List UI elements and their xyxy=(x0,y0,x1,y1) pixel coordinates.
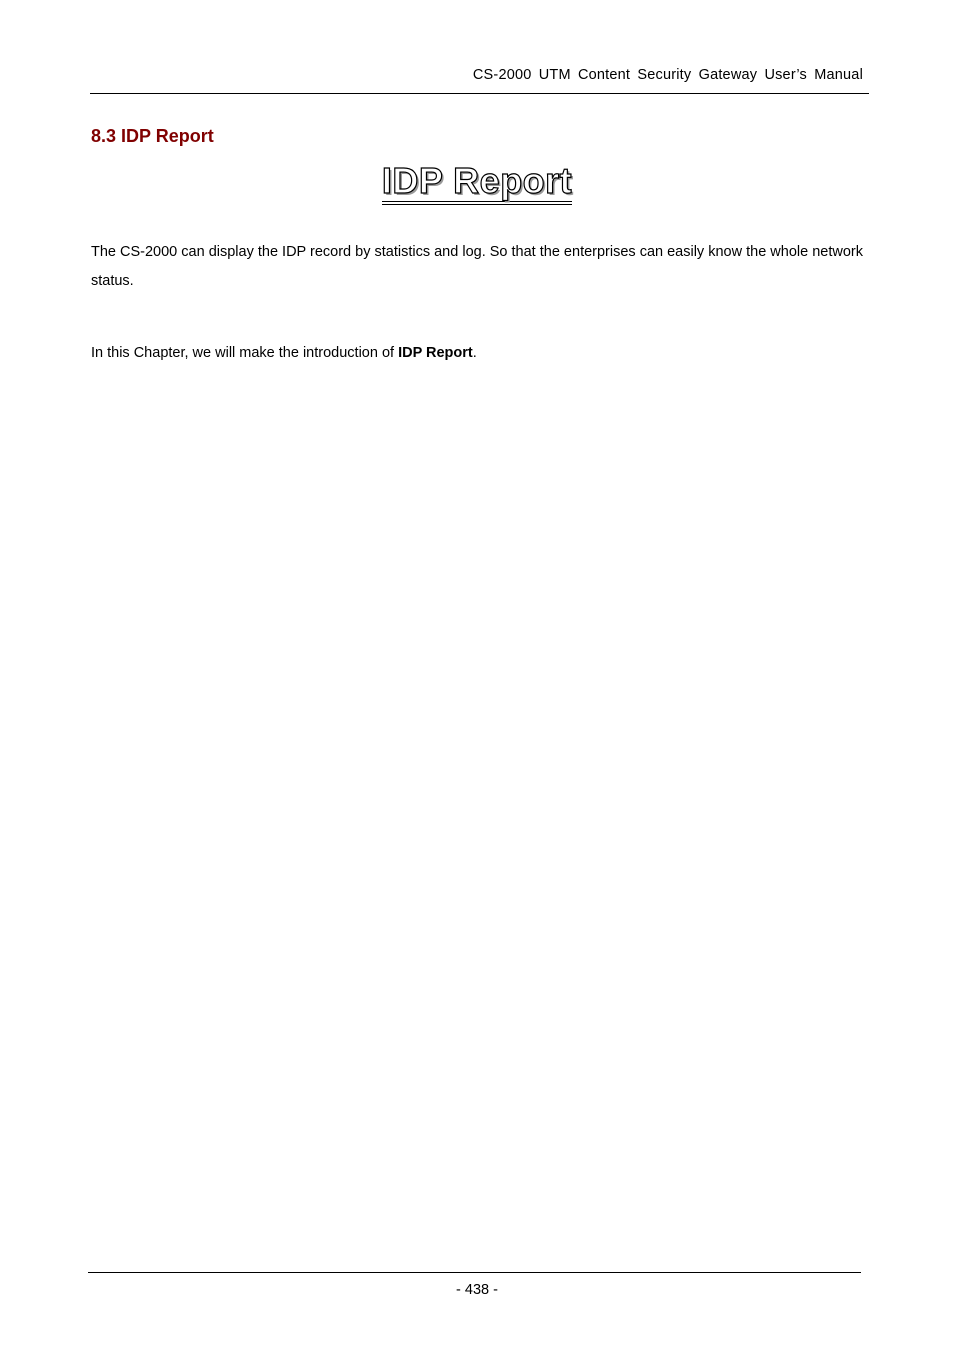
chapter-title-text: IDP Report xyxy=(382,161,572,205)
chapter-intro-bold: IDP Report xyxy=(398,345,473,361)
section-heading: 8.3 IDP Report xyxy=(91,126,214,146)
footer-divider xyxy=(88,1272,861,1273)
intro-paragraph: The CS-2000 can display the IDP record by statistics and log. So that the enterprises can easily know the whole network status. xyxy=(91,244,863,289)
manual-header-title: CS-2000 UTM Content Security Gateway User’s Manual xyxy=(472,67,863,83)
page-number: - 438 - xyxy=(456,1282,498,1298)
chapter-intro-suffix: . xyxy=(472,345,477,361)
chapter-title xyxy=(0,160,954,205)
chapter-intro-text: In this Chapter, we will make the introduction of xyxy=(91,345,399,361)
header-divider xyxy=(90,93,869,94)
chapter-intro-paragraph xyxy=(91,339,863,368)
